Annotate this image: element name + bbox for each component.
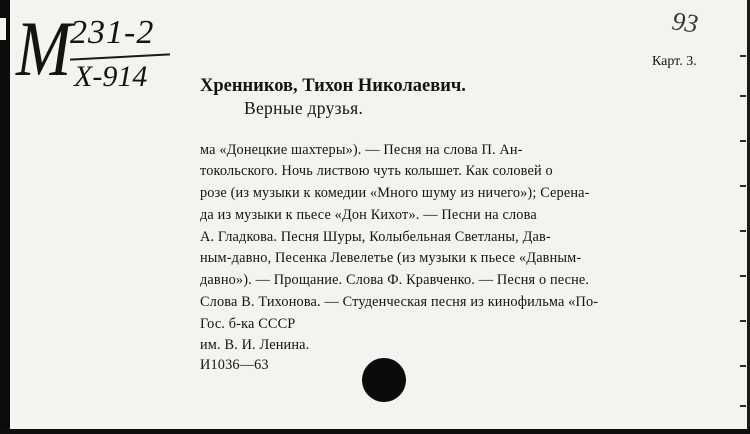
library-stamp-code: И1036—63 <box>200 357 269 373</box>
description-line: Слова В. Тихонова. — Студенческая песня из кинофильма «По- <box>200 294 599 310</box>
description-line: токольского. Ночь листвою чуть колышет. Как соловей о <box>200 163 553 179</box>
shelf-mark-number: 231-2 <box>70 14 155 51</box>
shelf-mark-letter: М <box>16 5 72 92</box>
description-line: давно»). — Прощание. Слова Ф. Кравченко. — Песня о песне. <box>200 272 590 288</box>
author-heading: Хренников, Тихон Николаевич. <box>200 76 466 96</box>
library-stamp-line: им. В. И. Ленина. <box>200 337 310 353</box>
card-right-ticks <box>738 55 746 415</box>
shelf-mark <box>14 6 164 96</box>
card-left-notch <box>0 18 6 40</box>
library-stamp-line: Гос. б-ка СССР <box>200 316 296 332</box>
card-number: Карт. 3. <box>652 54 697 69</box>
punch-hole <box>362 358 406 402</box>
description-line: ма «Донецкие шахтеры»). — Песня на слова П. Ан- <box>200 142 523 158</box>
description-line: розе (из музыки к комедии «Много шуму из ничего»); Серена- <box>200 185 590 201</box>
card-bottom-edge <box>0 429 750 434</box>
description-line: ным-давно, Песенка Левелетье (из музыки к пьесе «Давным- <box>200 250 582 266</box>
work-title: Верные друзья. <box>244 98 364 118</box>
handwritten-corner-note: 93 <box>670 6 700 39</box>
card-left-edge <box>0 0 10 434</box>
description-line: А. Гладкова. Песня Шуры, Колыбельная Светланы, Дав- <box>200 229 551 245</box>
shelf-mark-code: Х-914 <box>74 60 148 93</box>
description-line: да из музыки к пьесе «Дон Кихот». — Песни на слова <box>200 207 537 223</box>
